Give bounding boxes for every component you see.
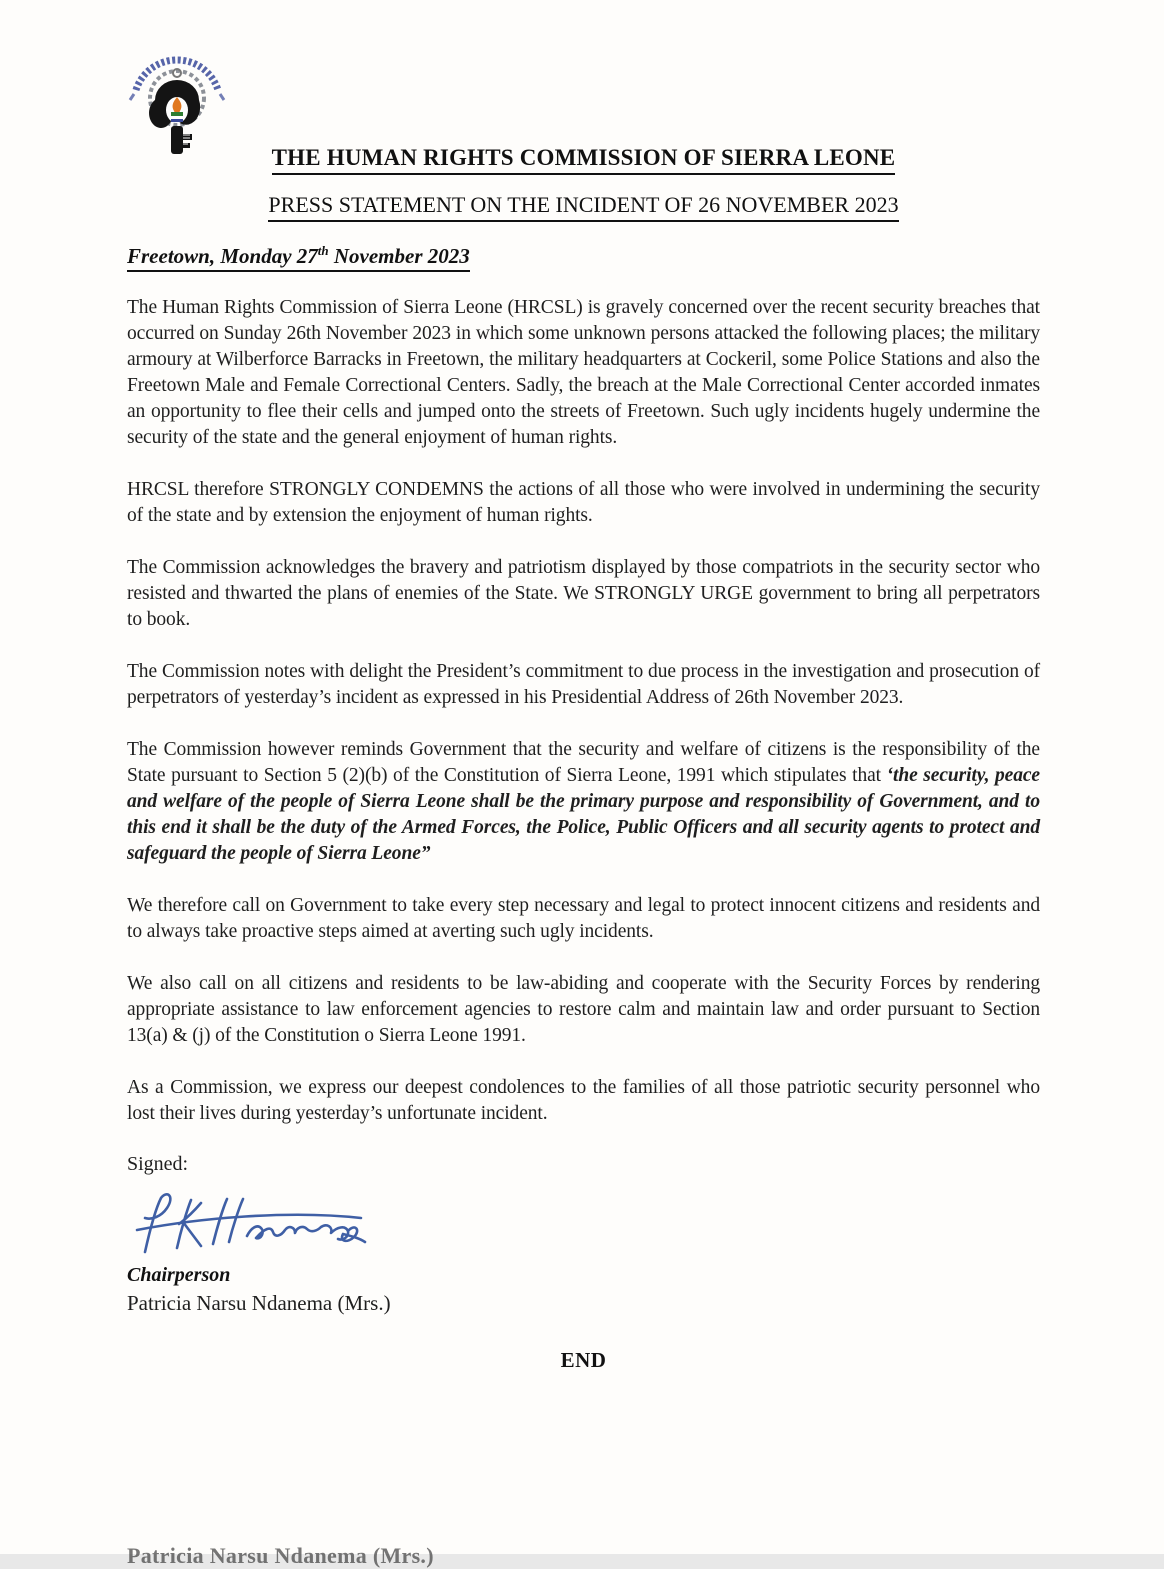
cutoff-text: Patricia Narsu Ndanema (Mrs.) xyxy=(127,1543,434,1568)
hrcsl-logo-icon xyxy=(122,38,232,156)
dateline-text: Freetown, Monday 27th November 2023 xyxy=(127,243,470,272)
cutoff-strip xyxy=(127,1543,434,1568)
dateline-ordinal: th xyxy=(317,243,329,258)
logo-key-shaft xyxy=(171,126,183,154)
paragraph xyxy=(127,659,1040,711)
end-label: END xyxy=(560,1348,607,1372)
signed-label: Signed: xyxy=(127,1153,189,1175)
paragraph-text: The Commission notes with delight the President’s commitment to due process in the investigation and prosecution of perpetrators of yesterday’s incident as expressed in his Presidential Address of 26th November 2023. xyxy=(127,661,1040,708)
org-title xyxy=(127,145,1040,175)
statement-title-text: PRESS STATEMENT ON THE INCIDENT OF 26 NOVEMBER 2023 xyxy=(268,192,898,222)
paragraph-text: We therefore call on Government to take every step necessary and legal to protect innocent citizens and residents and to always take proactive steps aimed at averting such ugly incidents. xyxy=(127,895,1040,942)
paragraph-text: As a Commission, we express our deepest condolences to the families of all those patriotic security personnel who lost their lives during yesterday’s unfortunate incident. xyxy=(127,1077,1040,1124)
paragraph-text: ‘the security, peace and welfare of the people of Sierra Leone shall be the primary purpose and responsibility of Government, and to this end it shall be the duty of the Armed Forces, the Police, Public Officers and all security agents to protect and safeguard the people of Sierra Leone” xyxy=(127,765,1040,864)
paragraph xyxy=(127,971,1040,1049)
logo-stripe-blue xyxy=(171,119,183,122)
paragraph xyxy=(127,295,1040,451)
body-paragraphs xyxy=(127,295,1040,1127)
logo-stripe-green xyxy=(171,112,183,116)
org-title-text: THE HUMAN RIGHTS COMMISSION OF SIERRA LEONE xyxy=(272,145,896,175)
paragraph xyxy=(127,1075,1040,1127)
paragraph xyxy=(127,477,1040,529)
signer-title: Chairperson xyxy=(127,1264,231,1286)
signer-name: Patricia Narsu Ndanema (Mrs.) xyxy=(127,1291,391,1315)
paragraph-text: We also call on all citizens and residents to be law-abiding and cooperate with the Security Forces by rendering appropriate assistance to law enforcement agencies to restore calm and maintain law and order pursuant to Section 13(a) & (j) of the Constitution o Sierra Leone 1991. xyxy=(127,973,1040,1046)
dateline xyxy=(127,243,1040,272)
paragraph-text: The Commission however reminds Government that the security and welfare of citizens is the responsibility of the State pursuant to Section 5 (2)(b) of the Constitution of Sierra Leone, 1991 which stipulates that xyxy=(127,739,1040,786)
paragraph-text: HRCSL therefore STRONGLY CONDEMNS the actions of all those who were involved in undermining the security of the state and by extension the enjoyment of human rights. xyxy=(127,479,1040,526)
paragraph xyxy=(127,737,1040,867)
paragraph xyxy=(127,555,1040,633)
paragraph xyxy=(127,893,1040,945)
statement-title xyxy=(127,192,1040,222)
paragraph-text: The Commission acknowledges the bravery and patriotism displayed by those compatriots in the security sector who resisted and thwarted the plans of enemies of the State. We STRONGLY URGE government to bring all perpetrators to book. xyxy=(127,557,1040,630)
signature-handwriting xyxy=(129,1190,369,1262)
paragraph-text: The Human Rights Commission of Sierra Leone (HRCSL) is gravely concerned over the recent security breaches that occurred on Sunday 26th November 2023 in which some unknown persons attacked the following places; the military armoury at Wilberforce Barracks in Freetown, the military headquarters at Cockeril, some Police Stations and also the Freetown Male and Female Correctional Centers. Sadly, the breach at the Male Correctional Center accorded inmates an opportunity to flee their cells and jumped onto the streets of Freetown. Such ugly incidents hugely undermine the security of the state and the general enjoyment of human rights. xyxy=(127,297,1040,448)
